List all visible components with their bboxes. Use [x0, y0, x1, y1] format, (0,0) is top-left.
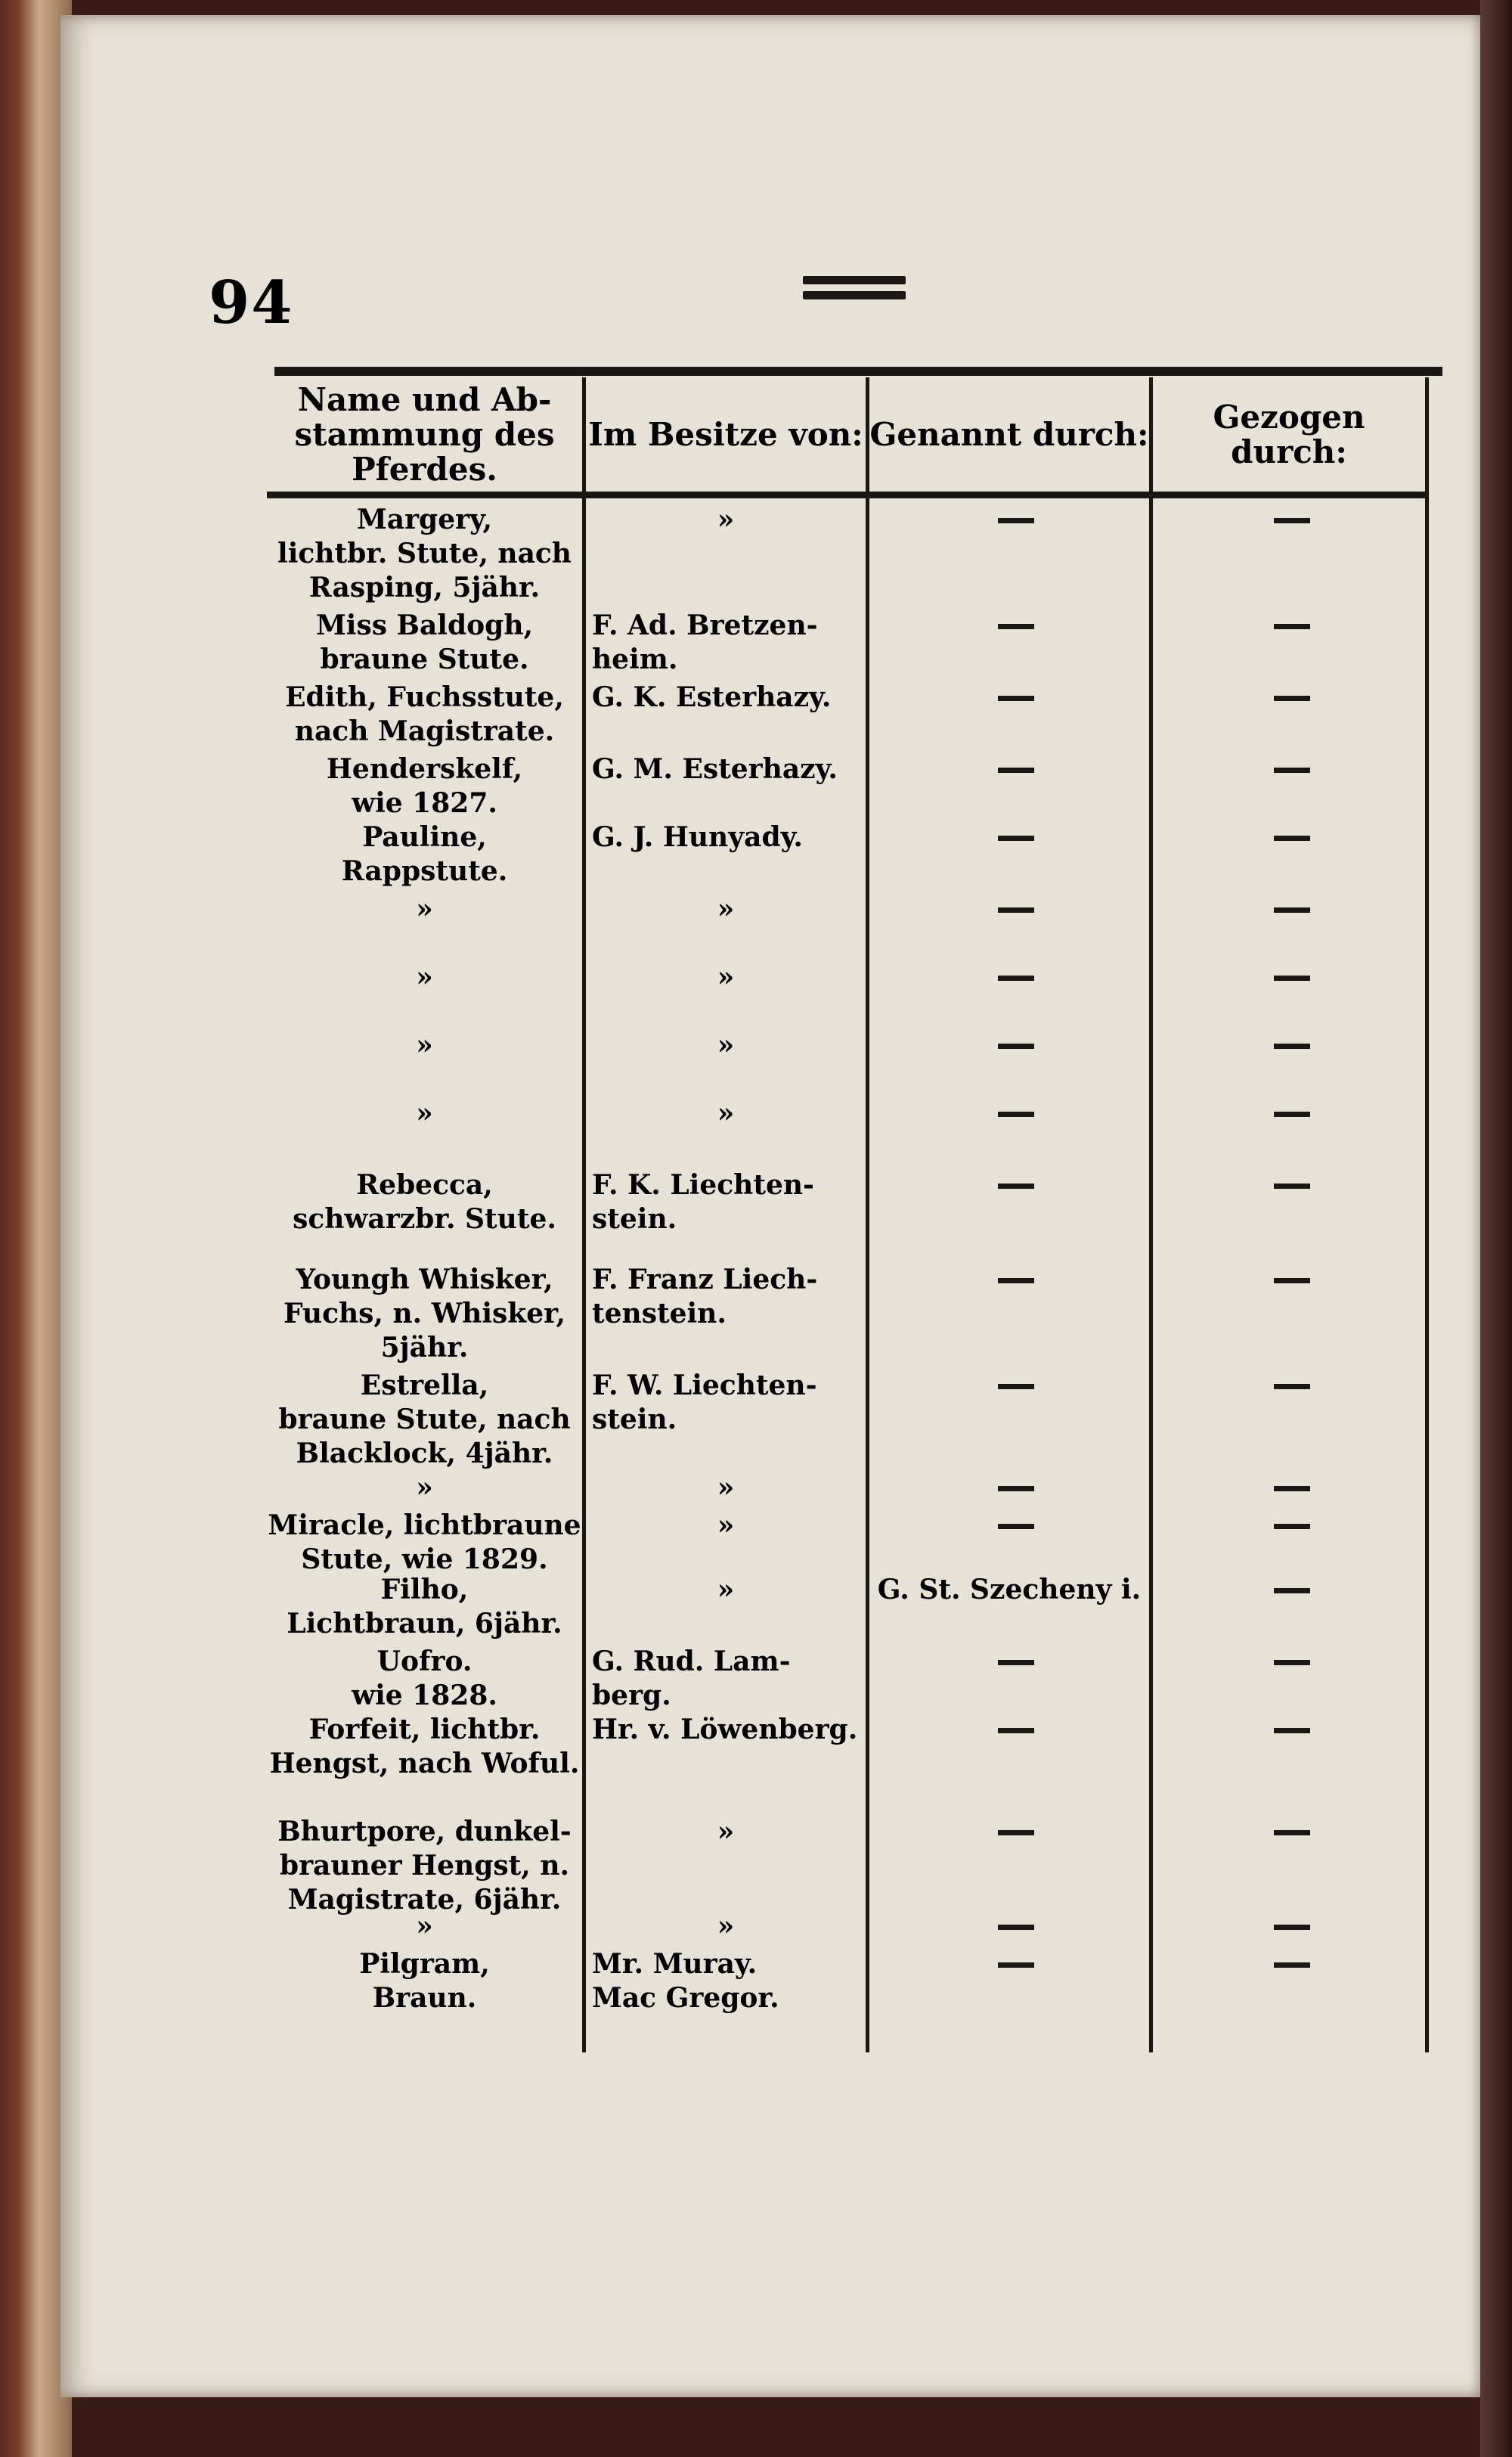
dash-mark [1274, 624, 1310, 629]
horse-name-line: » [416, 1097, 433, 1129]
horse-name-line: schwarzbr. Stute. [293, 1203, 556, 1235]
owner-line: » [717, 1472, 735, 1503]
horse-name [267, 752, 582, 821]
horse-name [267, 1645, 582, 1713]
horse-name [267, 1947, 582, 2015]
horse-name-line: Filho, [380, 1574, 469, 1605]
dash-mark [1274, 1384, 1310, 1389]
horse-name-line: Margery, [356, 504, 493, 535]
dash-mark [998, 768, 1034, 773]
horse-name-line: brauner Hengst, n. [279, 1850, 570, 1882]
header-entered: Genannt durch: [869, 416, 1149, 453]
dash-mark [998, 1728, 1034, 1733]
horse-name-line: Magistrate, 6jähr. [287, 1884, 562, 1916]
owner-line: F. Franz Liech- [592, 1264, 818, 1295]
horse-name-line: Bhurtpore, dunkel- [277, 1816, 572, 1847]
owner [586, 960, 866, 994]
owner-line: » [717, 1029, 735, 1061]
owner-line: » [717, 1509, 735, 1541]
owner-line: stein. [592, 1203, 677, 1235]
owner [586, 1471, 866, 1505]
horse-name [267, 1028, 582, 1063]
dash-mark [998, 1524, 1034, 1529]
dash-mark [1274, 1044, 1310, 1049]
horse-name-line: Pauline, [362, 821, 487, 853]
horse-name-line: Henderskelf, [326, 753, 523, 785]
dash-mark [1274, 696, 1310, 701]
page-number: 94 [209, 268, 294, 337]
dash-mark [1274, 518, 1310, 523]
dash-mark [998, 1112, 1034, 1117]
dash-mark [998, 624, 1034, 629]
horse-name-line: Miss Baldogh, [315, 610, 534, 641]
owner-line: heim. [592, 644, 678, 675]
horse-name-line: Youngh Whisker, [296, 1264, 553, 1295]
owner-line: » [717, 1574, 735, 1605]
owner-line: stein. [592, 1404, 677, 1435]
owner-line: » [717, 504, 735, 535]
owner-line: Mac Gregor. [592, 1982, 779, 2014]
dash-mark [998, 1278, 1034, 1283]
dash-mark [1274, 1184, 1310, 1189]
header-trained: Gezogen durch: [1213, 399, 1365, 470]
horse-name-line: Rebecca, [356, 1169, 493, 1201]
owner-line: tenstein. [592, 1298, 727, 1329]
horse-name-line: Uofro. [376, 1646, 472, 1677]
dash-mark [998, 1184, 1034, 1189]
horse-name-line: braune Stute. [320, 644, 529, 675]
dash-mark [1274, 1588, 1310, 1593]
horse-name [267, 1168, 582, 1236]
dash-mark [1274, 1486, 1310, 1491]
owner [586, 1263, 866, 1331]
horse-name [267, 1097, 582, 1131]
horse-name-line: Fuchs, n. Whisker, [283, 1298, 566, 1329]
horse-name [267, 892, 582, 926]
horse-name [267, 1471, 582, 1505]
dash-mark [998, 976, 1034, 981]
horse-name [267, 609, 582, 677]
dash-mark [1274, 907, 1310, 913]
table-top-rule [274, 367, 1442, 376]
owner-line: » [717, 1910, 735, 1942]
horse-name-line: » [416, 1910, 433, 1942]
horse-name [267, 821, 582, 889]
horse-name-line: Blacklock, 4jähr. [296, 1438, 553, 1469]
horse-name-line: Hengst, nach Woful. [269, 1748, 580, 1779]
horse-name [267, 503, 582, 605]
horse-name-line: wie 1828. [352, 1680, 497, 1711]
dash-mark [998, 1925, 1034, 1930]
horse-name-line: » [416, 1472, 433, 1503]
owner [586, 752, 866, 786]
horse-name-line: braune Stute, nach [278, 1404, 571, 1435]
entered-by: G. St. Szecheny i. [877, 1574, 1142, 1605]
horse-name [267, 1909, 582, 1944]
horse-name [267, 1713, 582, 1781]
owner [586, 609, 866, 677]
owner-line: » [717, 1097, 735, 1129]
horse-name [267, 1509, 582, 1577]
owner-line: G. Rud. Lam- [592, 1646, 791, 1677]
owner-line: Hr. v. Löwenberg. [592, 1714, 858, 1745]
owner [586, 1909, 866, 1944]
dash-mark [1274, 836, 1310, 841]
dash-mark [1274, 1962, 1310, 1968]
owner-line: G. K. Esterhazy. [592, 681, 832, 713]
dash-mark [1274, 976, 1310, 981]
horse-name-line: Stute, wie 1829. [301, 1543, 548, 1575]
horse-name-line: wie 1827. [352, 787, 497, 819]
dash-mark [1274, 1524, 1310, 1529]
owner [586, 821, 866, 855]
dash-mark [1274, 1278, 1310, 1283]
horse-name-line: Rasping, 5jähr. [308, 572, 541, 603]
owner [586, 1573, 866, 1607]
dash-mark [998, 1044, 1034, 1049]
horse-name-line: Pilgram, [359, 1948, 490, 1980]
owner-line: berg. [592, 1680, 671, 1711]
column-divider [1425, 377, 1429, 2052]
horse-name-line: » [416, 961, 433, 993]
owner [586, 1815, 866, 1849]
dash-mark [998, 1962, 1034, 1968]
dash-mark [1274, 1112, 1310, 1117]
owner [586, 503, 866, 537]
owner-line: » [717, 1816, 735, 1847]
owner-line: G. M. Esterhazy. [592, 753, 838, 785]
horse-name [267, 681, 582, 749]
horse-name-line: Lichtbraun, 6jähr. [287, 1608, 562, 1640]
dash-mark [998, 518, 1034, 523]
page-right-edge [1480, 0, 1512, 2457]
horse-name-line: nach Magistrate. [294, 715, 555, 747]
horse-name-line: Braun. [372, 1982, 477, 2014]
horse-name [267, 1573, 582, 1641]
horse-name-line: Forfeit, lichtbr. [308, 1714, 541, 1745]
dash-mark [1274, 768, 1310, 773]
dash-mark [998, 907, 1034, 913]
owner [586, 1509, 866, 1543]
owner [586, 1028, 866, 1063]
horse-name-line: lichtbr. Stute, nach [277, 538, 572, 569]
owner [586, 1645, 866, 1713]
dash-mark [1274, 1728, 1310, 1733]
owner-line: F. Ad. Bretzen- [592, 610, 818, 641]
header-owner: Im Besitze von: [588, 416, 863, 453]
owner [586, 892, 866, 926]
owner-line: » [717, 961, 735, 993]
dash-mark [1274, 1660, 1310, 1665]
column-divider [1149, 377, 1153, 2052]
horse-name [267, 1815, 582, 1917]
dash-mark [998, 1830, 1034, 1835]
horse-name-line: Estrella, [360, 1370, 489, 1401]
horse-name-line: Miracle, lichtbraune [268, 1509, 581, 1541]
dash-mark [998, 1660, 1034, 1665]
horse-name-line: » [416, 1029, 433, 1061]
dash-mark [998, 696, 1034, 701]
owner-line: Mr. Muray. [592, 1948, 758, 1980]
owner [586, 1097, 866, 1131]
dash-mark [998, 1486, 1034, 1491]
horse-name-line: Rappstute. [341, 855, 508, 887]
owner [586, 1369, 866, 1437]
dash-mark [1274, 1925, 1310, 1930]
column-divider [866, 377, 869, 2052]
table-header-rule [267, 492, 1427, 498]
dash-mark [998, 836, 1034, 841]
horse-table [267, 367, 1442, 2061]
header-name: Name und Ab- stammung des Pferdes. [294, 381, 555, 488]
horse-name [267, 1369, 582, 1471]
horse-name [267, 1263, 582, 1365]
header-ornament [803, 276, 906, 300]
owner-line: F. W. Liechten- [592, 1370, 817, 1401]
horse-name-line: Edith, Fuchsstute, [285, 681, 564, 713]
owner-line: » [717, 893, 735, 925]
horse-name [267, 960, 582, 994]
owner-line: F. K. Liechten- [592, 1169, 814, 1201]
owner [586, 1947, 866, 2015]
dash-mark [998, 1384, 1034, 1389]
owner [586, 1168, 866, 1236]
owner [586, 1713, 866, 1747]
dash-mark [1274, 1830, 1310, 1835]
horse-name-line: » [416, 893, 433, 925]
horse-name-line: 5jähr. [380, 1332, 469, 1363]
owner [586, 681, 866, 715]
owner-line: G. J. Hunyady. [592, 821, 803, 853]
